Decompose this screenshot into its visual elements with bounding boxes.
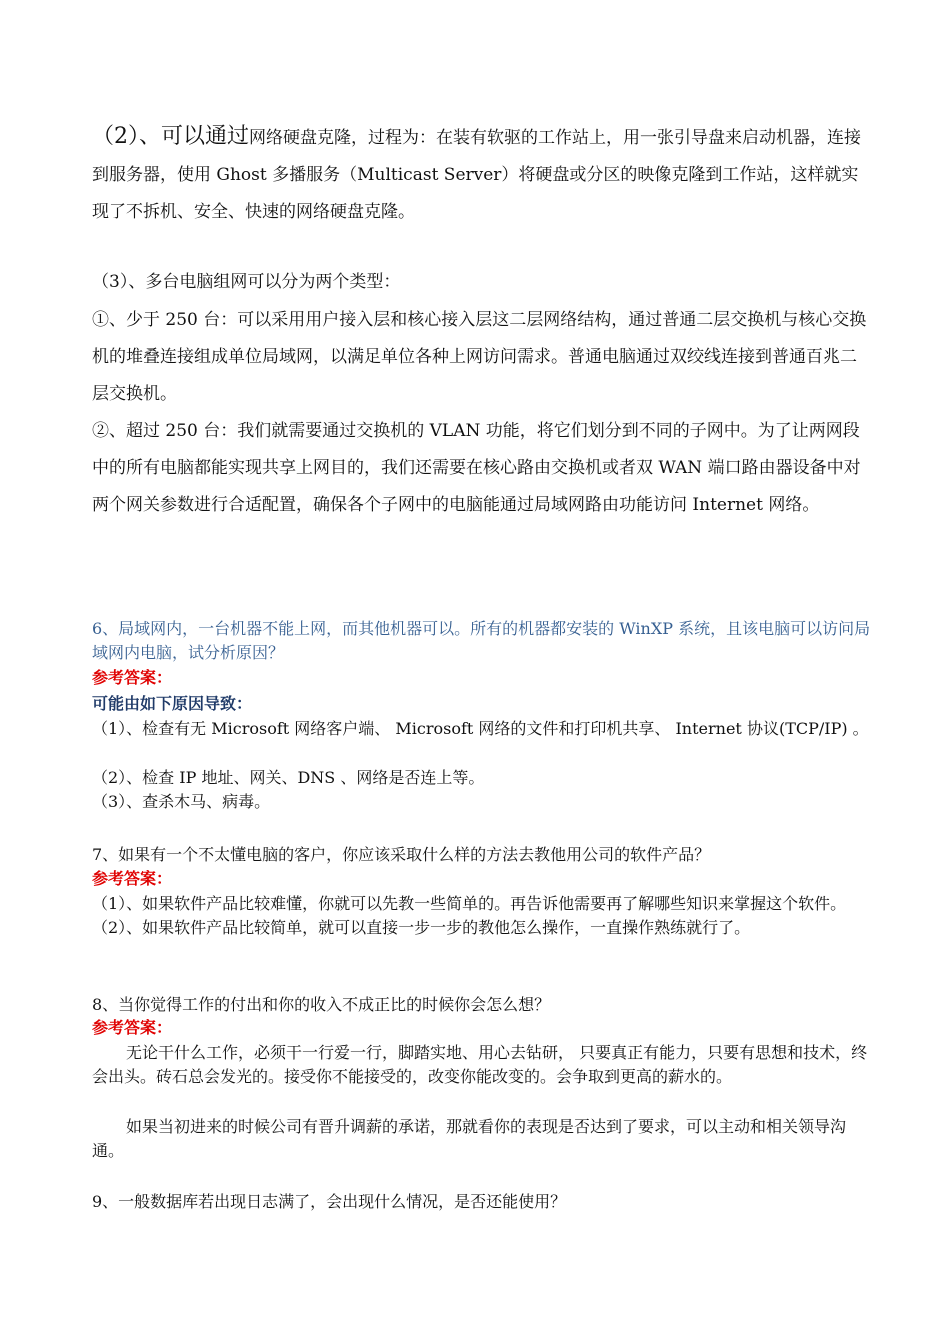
question-6-cause-heading: 可能由如下原因导致： [92, 694, 253, 713]
question-6-item-2: （2）、检查 IP 地址、网关、DNS 、网络是否连上等。 [92, 768, 485, 787]
paragraph-2 [92, 118, 872, 231]
question-8: 8、当你觉得工作的付出和你的收入不成正比的时候你会怎么想？ [92, 995, 551, 1014]
question-6-item-3: （3）、查杀木马、病毒。 [92, 792, 271, 811]
question-6-item-1: （1）、检查有无 Microsoft 网络客户端、 Microsoft 网络的文件和打印机共享、 Internet 协议(TCP/IP) 。 [92, 719, 869, 738]
paragraph-2-text: 网络硬盘克隆，过程为：在装有软驱的工作站上，用一张引导盘来启动机器，连接到服务器，使用 Ghost 多播服务（Multicast Server）将硬盘或分区的映像克隆到工作站，这样就实现了不拆机、安全、快速的网络硬盘克隆。 [92, 128, 861, 222]
question-8-answer-para-1: 无论干什么工作，必须干一行爱一行，脚踏实地、用心去钻研， 只要真正有能力，只要有思想和技术，终会出头。砖石总会发光的。接受你不能接受的，改变你能改变的。会争取到更高的薪水的。 [92, 1043, 868, 1086]
paragraph-3: （3）、多台电脑组网可以分为两个类型： [92, 272, 401, 292]
paragraph-3-item-b: ②、超过 250 台：我们就需要通过交换机的 VLAN 功能，将它们划分到不同的子网中。为了让两网段中的所有电脑都能实现共享上网目的，我们还需要在核心路由交换机或者双 WAN 端口路由器设备中对两个网关参数进行合适配置，确保各个子网中的电脑能通过局域网路由功能访问 Internet 网络。 [92, 421, 861, 515]
question-7: 7、如果有一个不太懂电脑的客户，你应该采取什么样的方法去教他用公司的软件产品？ [92, 845, 711, 864]
question-9: 9、一般数据库若出现日志满了，会出现什么情况，是否还能使用？ [92, 1192, 567, 1211]
question-6: 6、局域网内，一台机器不能上网，而其他机器可以。所有的机器都安装的 WinXP 系统，且该电脑可以访问局域网内电脑，试分析原因？ [92, 619, 871, 662]
question-8-answer-label: 参考答案： [92, 1018, 173, 1037]
question-7-answer: （1）、如果软件产品比较难懂，你就可以先教一些简单的。再告诉他需要再了解哪些知识来掌握这个软件。（2）、如果软件产品比较简单，就可以直接一步一步的教他怎么操作，一直操作熟练就行了。 [92, 894, 847, 937]
paragraph-3-item-a: ①、少于 250 台：可以采用用户接入层和核心接入层这二层网络结构，通过普通二层交换机与核心交换机的堆叠连接组成单位局域网，以满足单位各种上网访问需求。普通电脑通过双绞线连接到普通百兆二层交换机。 [92, 310, 867, 404]
paragraph-2-prefix: （2）、可以通过 [92, 124, 249, 149]
question-7-answer-label: 参考答案： [92, 869, 173, 888]
question-6-answer-label: 参考答案： [92, 668, 173, 687]
question-8-answer-para-2: 如果当初进来的时候公司有晋升调薪的承诺，那就看你的表现是否达到了要求，可以主动和相关领导沟通。 [92, 1117, 847, 1160]
